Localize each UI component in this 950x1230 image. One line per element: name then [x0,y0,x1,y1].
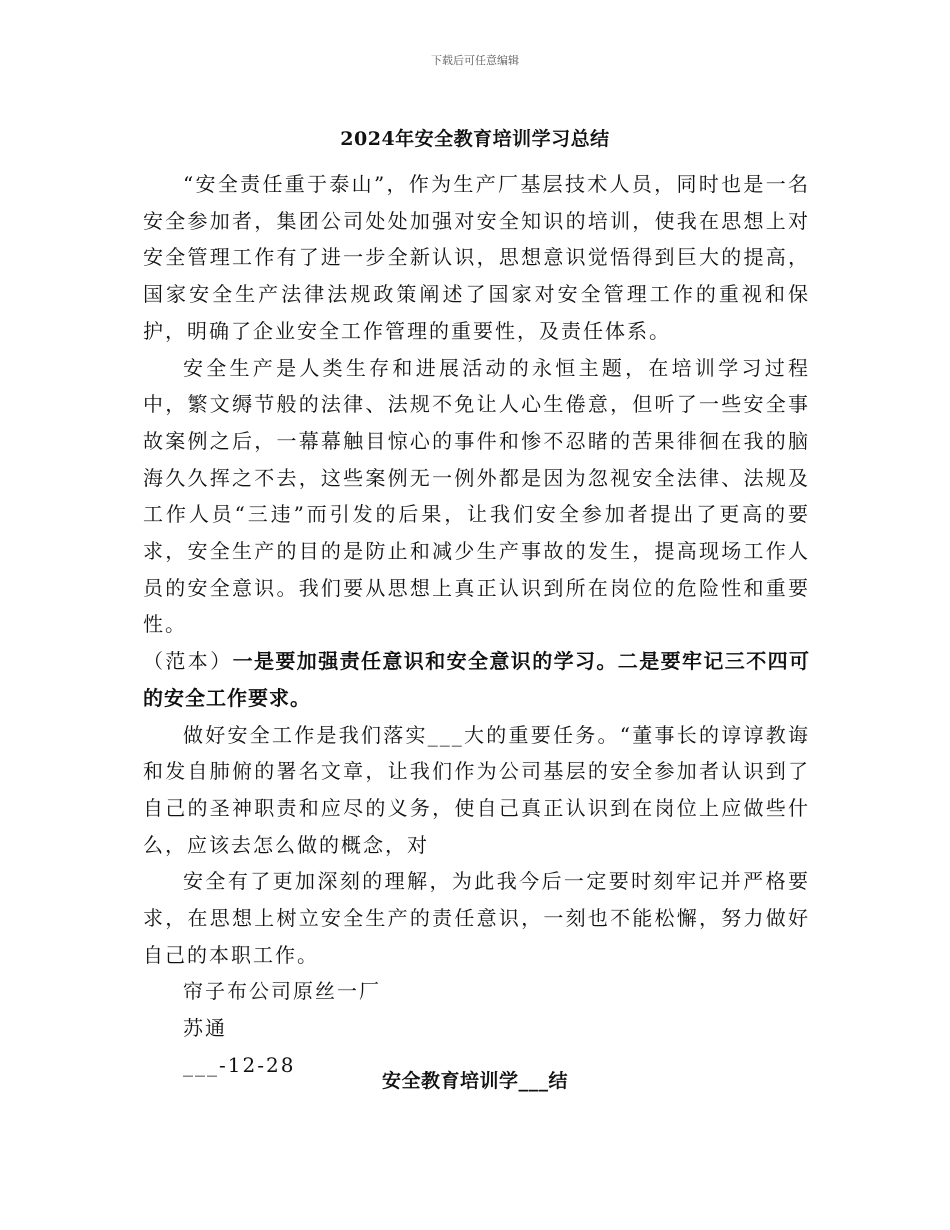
signature-name: 苏通 [183,1016,227,1041]
document-body [143,166,810,1084]
signature-date: ___-12-28 [183,1052,296,1077]
paragraph-1: “安全责任重于泰山”，作为生产厂基层技术人员，同时也是一名安全参加者，集团公司处处加强对安全知识的培训，使我在思想上对安全管理工作有了进一步全新认识，思想意识觉悟得到巨大的提高，国家安全生产法律法规政策阐述了国家对安全管理工作的重视和保护，明确了企业安全工作管理的重要性，及责任体系。 [143,172,810,343]
next-section-title: 安全教育培训学___结 [381,1070,568,1092]
paragraph-2-text: 安全生产是人类生存和进展活动的永恒主题，在培训学习过程中，繁文缛节般的法律、法规不免让人心生倦意，但听了一些安全事故案例之后，一幕幕触目惊心的事件和惨不忍睹的苦果徘徊在我的脑海久久挥之不去，这些案例无一例外都是因为忽视安全法律、法规及工作人员“三违”而引发的后果，让我们安全参加者提出了更高的要求，安全生产的目的是防止和减少生产事故的发生，提高现场工作人员的安全意识。我们要从思想上真正认识到所在岗位的危险性和重要性。 [143,355,810,637]
signature-organization: 帘子布公司原丝一厂 [183,979,381,1004]
paragraph-2 [143,350,810,717]
paragraph-4: 安全有了更加深刻的理解，为此我今后一定要时刻牢记并严格要求，在思想上树立安全生产的责任意识，一刻也不能松懈，努力做好自己的本职工作。 [143,869,810,967]
bold-requirements: 一是要加强责任意识和安全意识的学习。二是要牢记三不四可的安全工作要求。 [143,649,811,710]
paragraph-3: 做好安全工作是我们落实___大的重要任务。“董事长的谆谆教诲和发自肺俯的署名文章，让我们作为公司基层的安全参加者认识到了自己的圣神职责和应尽的义务，使自己真正认识到在岗位上应做些什么，应该去怎么做的概念，对 [143,722,810,857]
header-note: 下载后可任意编辑 [431,54,519,67]
sample-note: （范本） [143,649,233,674]
document-title: 2024年安全教育培训学习总结 [340,128,610,150]
